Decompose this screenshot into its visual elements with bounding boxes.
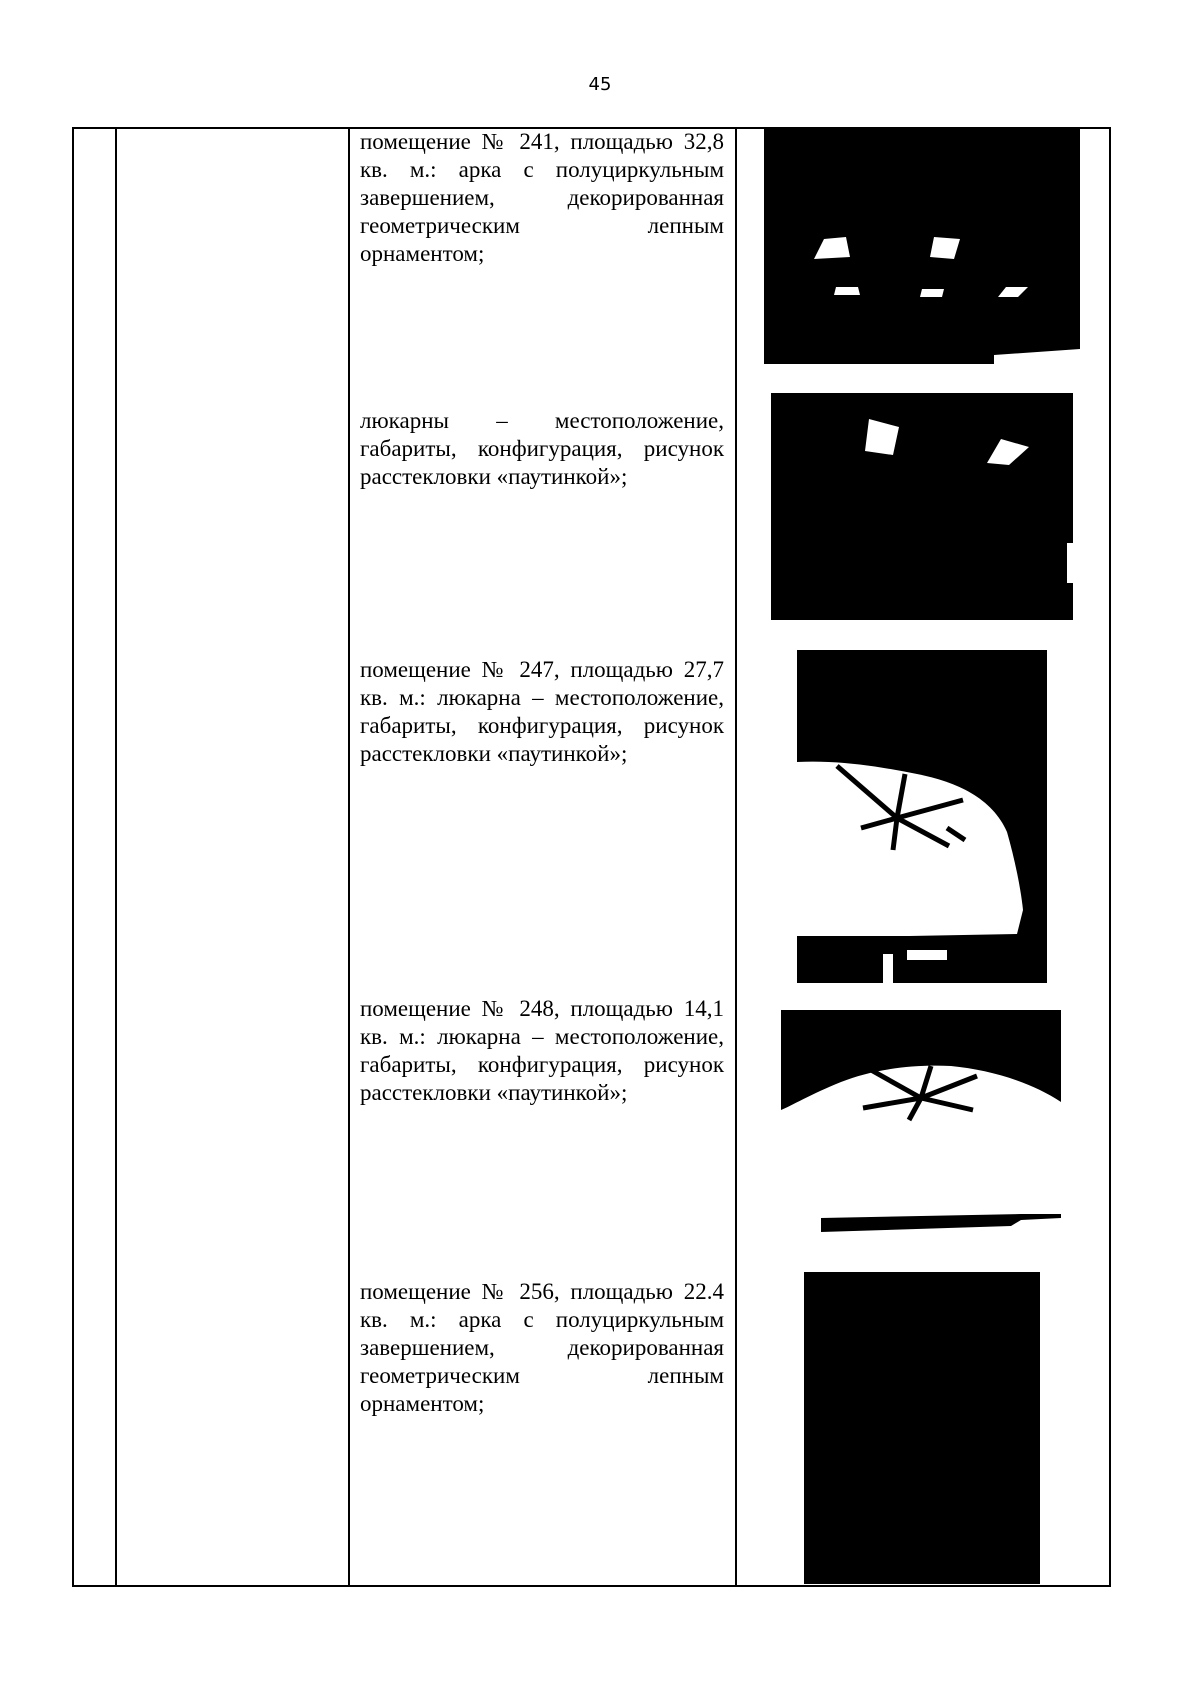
page-number: 45 <box>588 74 612 95</box>
entry-room-248: помещение № 248, площадью 14,1 кв. м.: люкарна – местоположение, габариты, конфигурация, рисунок расстекловки «паутинкой»; <box>360 996 724 1105</box>
photo-room-247 <box>797 650 1047 983</box>
photo-room-241 <box>764 127 1080 364</box>
entry-room-241: помещение № 241, площадью 32,8 кв. м.: арка с полуциркульным завершением, декорированная геометрическим лепным орнаментом; <box>360 129 724 266</box>
column-divider-2 <box>348 127 350 1587</box>
photo-strip <box>821 1212 1061 1234</box>
entry-dormers: люкарны – местоположение, габариты, конфигурация, рисунок расстекловки «паутинкой»; <box>360 408 724 489</box>
photo-room-256 <box>804 1272 1040 1584</box>
entry-room-247: помещение № 247, площадью 27,7 кв. м.: люкарна – местоположение, габариты, конфигурация, рисунок расстекловки «паутинкой»; <box>360 657 724 766</box>
entry-room-256: помещение № 256, площадью 22.4 кв. м.: арка с полуциркульным завершением, декорированная геометрическим лепным орнаментом; <box>360 1279 724 1416</box>
photo-dormers <box>771 393 1073 620</box>
column-divider-3 <box>735 127 737 1587</box>
photo-room-248 <box>781 1010 1061 1125</box>
column-divider-1 <box>115 127 117 1587</box>
